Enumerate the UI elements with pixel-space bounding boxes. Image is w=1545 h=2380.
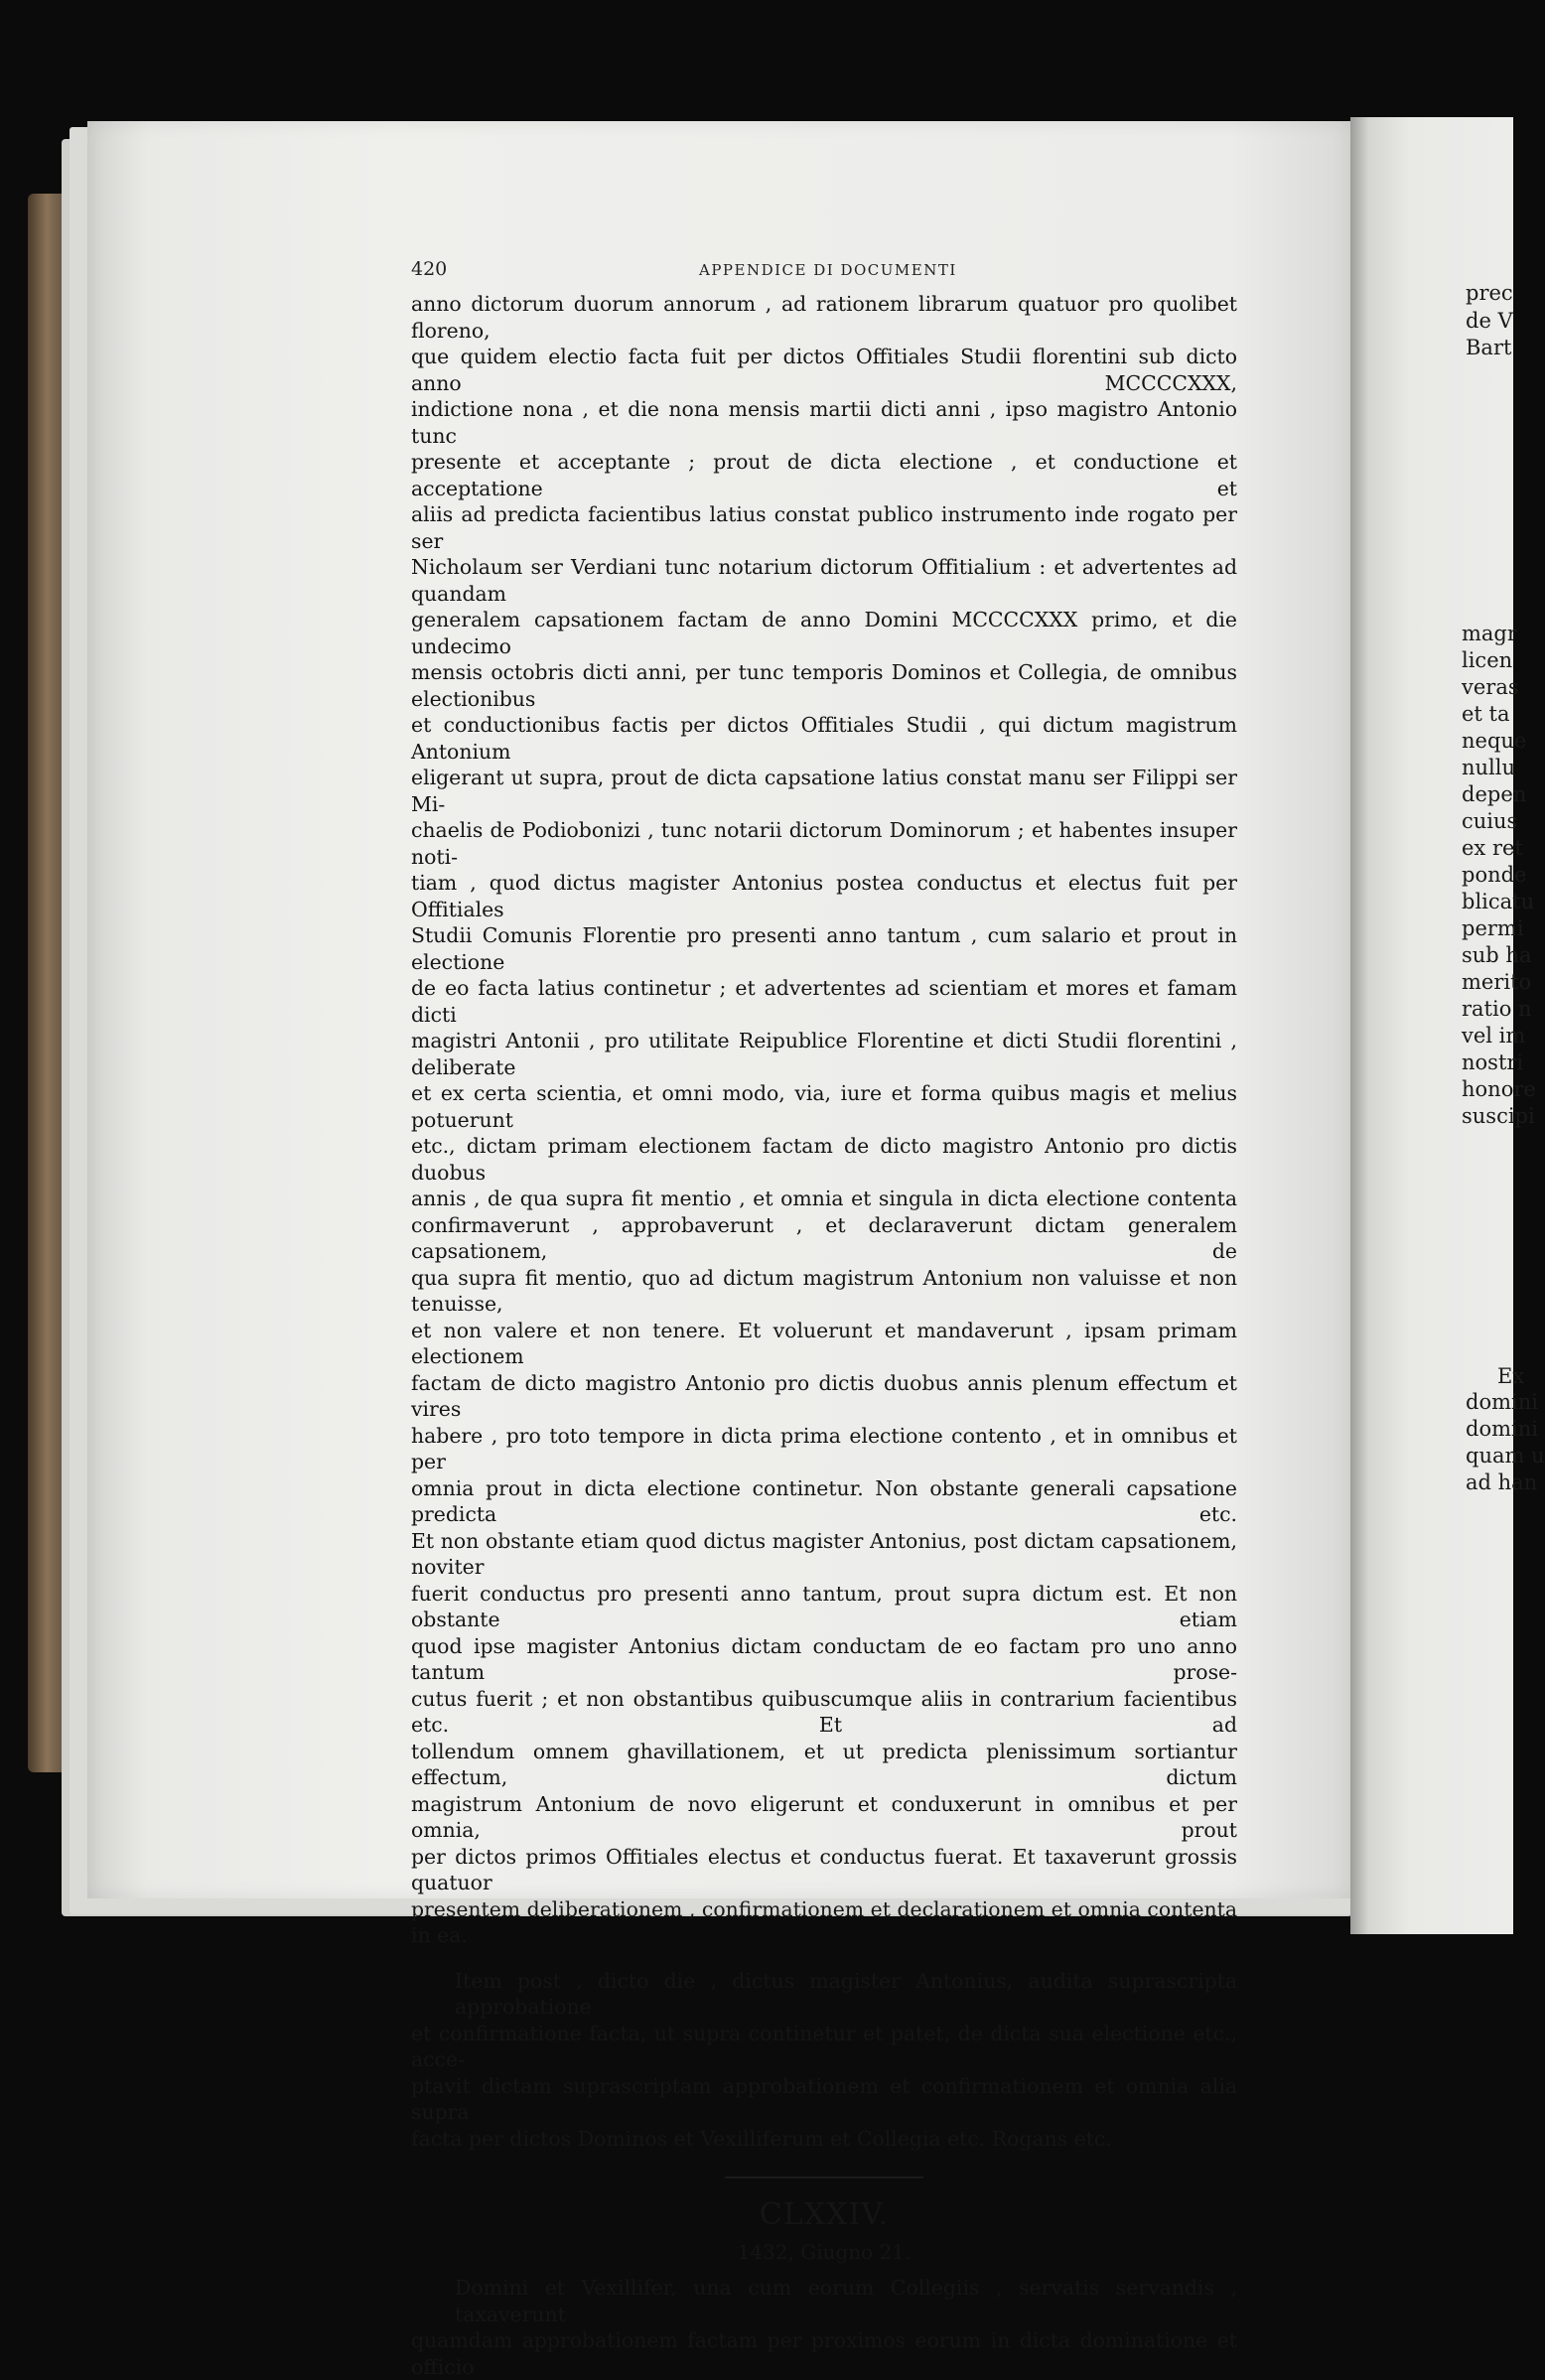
text-line: qua supra fit mentio, quo ad dictum magistrum Antonium non valuisse et non tenuisse, <box>411 1265 1237 1316</box>
text-line: generalem capsationem factam de anno Domini MCCCCXXX primo, et die undecimo <box>411 608 1237 658</box>
text-line: que quidem electio facta fuit per dictos Offitiales Studii florentini sub dicto anno MCCCCXXX, <box>411 345 1237 395</box>
facing-page-line: suscipi <box>1462 1104 1535 1128</box>
page-header <box>411 258 1235 286</box>
facing-page-line: ratio n <box>1462 997 1532 1021</box>
text-line: anno dictorum duorum annorum , ad rationem librarum quatuor pro quolibet floreno, <box>411 292 1237 343</box>
paragraph-1 <box>411 291 1237 1949</box>
page-number: 420 <box>411 258 448 280</box>
text-line: quod ipse magister Antonius dictam conductam de eo factam pro uno anno tantum prose- <box>411 1633 1237 1684</box>
facing-page-line: merito <box>1462 970 1532 994</box>
text-line: presente et acceptante ; prout de dicta electione , et conductione et acceptatione et <box>411 450 1237 500</box>
facing-page-line: veras <box>1462 675 1519 699</box>
text-line: magistri Antonii , pro utilitate Reipublice Florentine et dicti Studii florentini , deliberate <box>411 1029 1237 1079</box>
facing-page-line: Ex <box>1497 1364 1525 1388</box>
section-rule <box>725 2176 923 2178</box>
text-line: aliis ad predicta facientibus latius constat publico instrumento inde rogato per ser <box>411 502 1237 553</box>
paragraph-2 <box>411 1968 1237 2153</box>
facing-page-line: domini <box>1466 1417 1538 1441</box>
facing-page-line: Bart <box>1466 336 1512 359</box>
text-line: Nicholaum ser Verdiani tunc notarium dictorum Offitialium : et advertentes ad quandam <box>411 555 1237 606</box>
text-line: mensis octobris dicti anni, per tunc temporis Dominos et Collegia, de omnibus electionibus <box>411 660 1237 711</box>
paragraph-3 <box>411 2275 1237 2380</box>
text-line: habere , pro toto tempore in dicta prima electione contento , et in omnibus et per <box>411 1423 1237 1473</box>
facing-page-line: vel im <box>1462 1024 1526 1048</box>
facing-page-line: ad han <box>1466 1470 1538 1494</box>
document-number: CLXXIV. <box>759 2197 890 2232</box>
facing-page-line: ex ret <box>1462 836 1523 860</box>
text-line: tiam , quod dictus magister Antonius postea conductus et electus fuit per Offitiales <box>411 871 1237 921</box>
running-head: APPENDICE DI DOCUMENTI <box>699 261 957 279</box>
facing-page-line: et ta <box>1462 702 1510 726</box>
facing-page-line: neque <box>1462 729 1527 753</box>
text-line: Et non obstante etiam quod dictus magister Antonius, post dictam capsationem, noviter <box>411 1528 1237 1579</box>
facing-page-line: permi <box>1462 916 1524 940</box>
facing-page-line: licen <box>1462 648 1513 672</box>
facing-page-line: prec <box>1466 281 1513 305</box>
facing-page-line: depen <box>1462 782 1527 806</box>
text-line: Item post , dicto die , dictus magister Antonius, audita suprascripta approbatione <box>455 1968 1237 2019</box>
text-line: fuerit conductus pro presenti anno tantum, prout supra dictum est. Et non obstante etiam <box>411 1581 1237 1631</box>
facing-page-line: quam u <box>1466 1444 1545 1468</box>
text-line: et non valere et non tenere. Et voluerunt et mandaverunt , ipsam primam electionem <box>411 1318 1237 1368</box>
text-line: et ex certa scientia, et omni modo, via, iure et forma quibus magis et melius potuerunt <box>411 1081 1237 1132</box>
text-line: annis , de qua supra fit mentio , et omnia et singula in dicta electione contenta <box>411 1187 1237 1210</box>
text-line: et conductionibus factis per dictos Offitiales Studii , qui dictum magistrum Antonium <box>411 713 1237 764</box>
text-line: eligerant ut supra, prout de dicta capsatione latius constat manu ser Filippi ser Mi- <box>411 766 1237 816</box>
document-date: 1432, Giugno 21. <box>737 2239 912 2264</box>
text-line: ptavit dictam suprascriptam approbationem et confirmationem et omnia alia supra <box>411 2073 1237 2124</box>
text-line: tollendum omnem ghavillationem, et ut predicta plenissimum sortiantur effectum, dictum <box>411 1739 1237 1789</box>
facing-page-line: de V <box>1466 309 1513 333</box>
facing-page-line: sub ha <box>1462 943 1532 967</box>
facing-page-line: honore <box>1462 1077 1536 1101</box>
facing-page-line: nostri <box>1462 1050 1524 1074</box>
facing-page-line: ponde <box>1462 863 1527 887</box>
text-line: cutus fuerit ; et non obstantibus quibuscumque aliis in contrarium facientibus etc. Et ad <box>411 1686 1237 1737</box>
facing-page-line: magr <box>1462 622 1517 645</box>
document-body <box>411 291 1237 2380</box>
text-line: indictione nona , et die nona mensis martii dicti anni , ipso magistro Antonio tunc <box>411 397 1237 448</box>
text-line: factam de dicto magistro Antonio pro dictis duobus annis plenum effectum et vires <box>411 1370 1237 1421</box>
text-line: etc., dictam primam electionem factam de dicto magistro Antonio pro dictis duobus <box>411 1134 1237 1185</box>
text-line: presentem deliberationem , confirmationem et declarationem et omnia contenta in ea. <box>411 1896 1237 1947</box>
text-line: quamdam approbationem factam per proximos eorum in dicta dominatione et officio <box>411 2328 1237 2379</box>
text-line: et confirmatione facta, ut supra continetur et patet, de dicta sua electione etc., acce- <box>411 2021 1237 2071</box>
facing-page-line: cuius <box>1462 809 1518 833</box>
text-line: confirmaverunt , approbaverunt , et declaraverunt dictam generalem capsationem, de <box>411 1212 1237 1263</box>
text-line: chaelis de Podiobonizi , tunc notarii dictorum Dominorum ; et habentes insuper noti- <box>411 818 1237 869</box>
text-line: de eo facta latius continetur ; et advertentes ad scientiam et mores et famam dicti <box>411 976 1237 1027</box>
text-line: Studii Comunis Florentie pro presenti anno tantum , cum salario et prout in electione <box>411 923 1237 974</box>
text-line: omnia prout in dicta electione continetur. Non obstante generali capsatione predicta etc. <box>411 1475 1237 1526</box>
text-line: per dictos primos Offitiales electus et conductus fuerat. Et taxaverunt grossis quatuor <box>411 1844 1237 1894</box>
text-line: Domini et Vexillifer, una cum eorum Collegiis , servatis servandis , taxaverunt <box>455 2276 1237 2326</box>
text-line: magistrum Antonium de novo eligerunt et conduxerunt in omnibus et per omnia, prout <box>411 1791 1237 1842</box>
facing-page-line: domini <box>1466 1390 1538 1414</box>
facing-page-line: nullu <box>1462 756 1516 779</box>
text-line: facta per dictos Dominos et Vexilliferum et Collegia etc. Rogans etc. <box>411 2126 1112 2151</box>
facing-page-line: blicatu <box>1462 890 1535 913</box>
facing-page-text <box>1462 0 1545 2032</box>
